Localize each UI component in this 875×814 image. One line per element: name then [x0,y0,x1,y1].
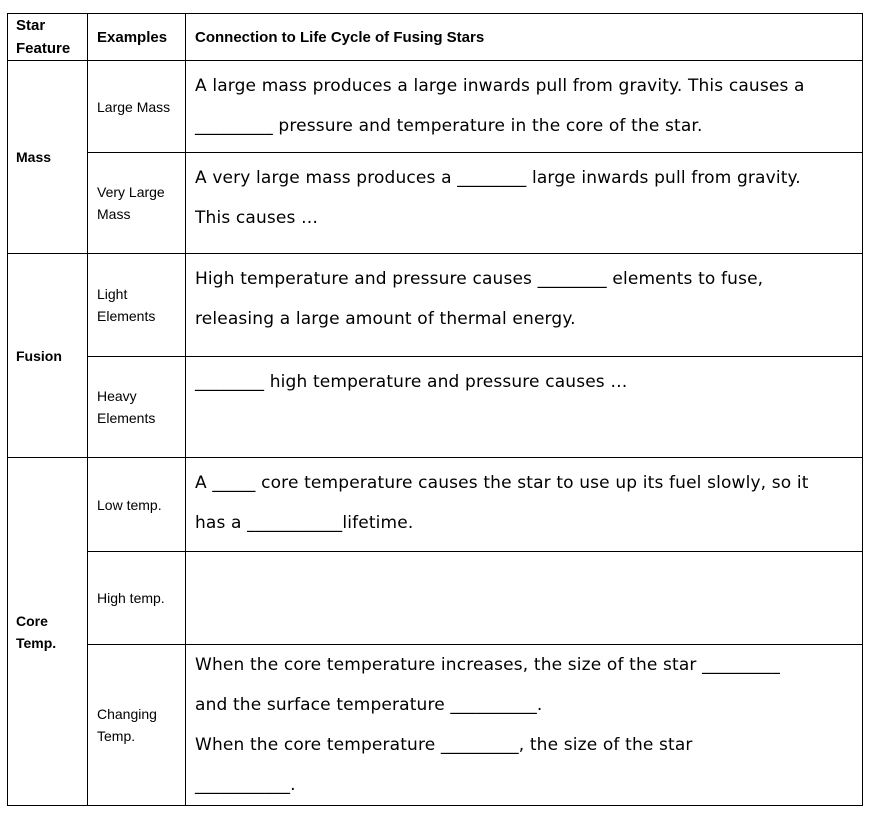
connection-line: High temperature and pressure causes ________ elements to fuse, [195,269,764,289]
example-high-temp: High temp. [88,552,186,645]
connection-high-temp [186,552,863,645]
table-row [8,153,863,254]
example-changing-temp: Changing Temp. [88,645,186,806]
connection-line: ________ high temperature and pressure causes … [195,372,628,392]
connection-line: A large mass produces a large inwards pull from gravity. This causes a [195,76,805,96]
example-light-elements: Light Elements [88,254,186,357]
connection-low-temp [186,458,863,552]
connection-line: _________ pressure and temperature in the core of the star. [195,116,703,136]
connection-line: ___________. [195,775,296,795]
feature-mass: Mass [8,61,88,254]
table-row [8,61,863,153]
connection-very-large-mass [186,153,863,254]
table-row [8,254,863,357]
table-row [8,645,863,806]
connection-changing-temp [186,645,863,806]
header-row [8,14,863,61]
example-low-temp: Low temp. [88,458,186,552]
connection-light-elements [186,254,863,357]
header-star-feature: Star Feature [8,14,88,61]
table-row [8,357,863,458]
header-connection: Connection to Life Cycle of Fusing Stars [186,14,863,61]
connection-line: releasing a large amount of thermal energy. [195,309,576,329]
connection-heavy-elements [186,357,863,458]
example-large-mass: Large Mass [88,61,186,153]
connection-line: A _____ core temperature causes the star to use up its fuel slowly, so it [195,473,809,493]
connection-line: When the core temperature _________, the size of the star [195,735,693,755]
connection-line: has a ___________lifetime. [195,513,414,533]
table-row [8,552,863,645]
feature-fusion: Fusion [8,254,88,458]
header-examples: Examples [88,14,186,61]
connection-large-mass [186,61,863,153]
example-very-large-mass: Very Large Mass [88,153,186,254]
connection-line: A very large mass produces a ________ large inwards pull from gravity. [195,168,801,188]
feature-core-temp: Core Temp. [8,458,88,806]
connection-line: This causes … [195,208,319,228]
example-heavy-elements: Heavy Elements [88,357,186,458]
connection-line: and the surface temperature __________. [195,695,543,715]
table-row [8,458,863,552]
connection-line: When the core temperature increases, the size of the star _________ [195,655,780,675]
star-lifecycle-table [7,13,863,806]
